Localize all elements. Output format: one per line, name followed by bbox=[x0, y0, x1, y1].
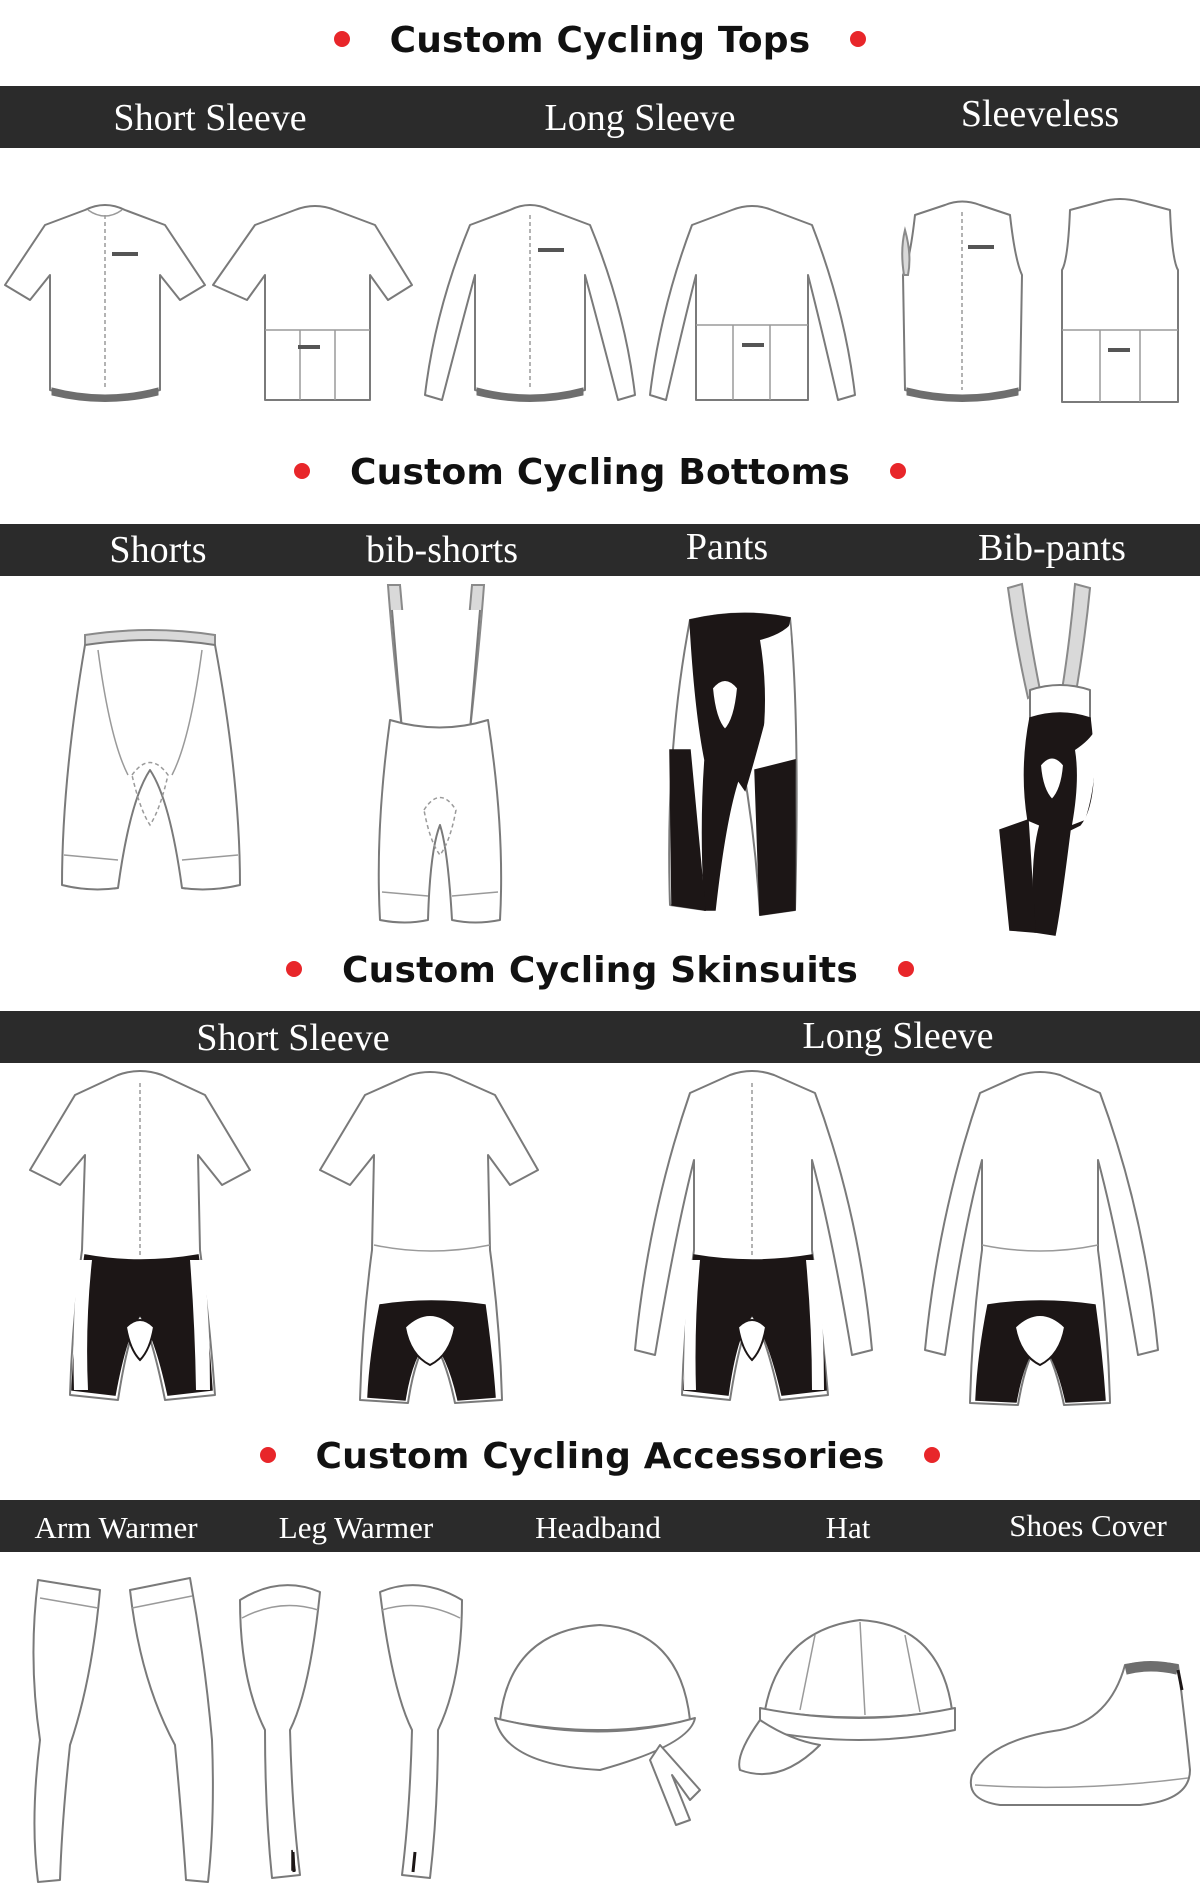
red-dot-bullet-icon bbox=[890, 463, 906, 479]
tab-shorts[interactable]: Shorts bbox=[109, 529, 207, 571]
tab-leg-warmer[interactable]: Leg Warmer bbox=[278, 1510, 434, 1545]
long-sleeve-skinsuit-back-image bbox=[925, 1072, 1158, 1405]
section-title-skinsuits bbox=[0, 950, 1200, 991]
tab-shoes-cover[interactable]: Shoes Cover bbox=[1009, 1508, 1167, 1543]
red-dot-bullet-icon bbox=[924, 1447, 940, 1463]
short-sleeve-skinsuit-front-image bbox=[30, 1071, 250, 1400]
section-title-skinsuits-text: Custom Cycling Skinsuits bbox=[342, 950, 858, 991]
leg-warmer-image bbox=[240, 1585, 462, 1878]
arm-warmer-image bbox=[33, 1578, 212, 1882]
tab-skinsuit-long-sleeve[interactable]: Long Sleeve bbox=[802, 1015, 994, 1057]
section-title-bottoms bbox=[0, 452, 1200, 493]
tab-bib-shorts[interactable]: bib-shorts bbox=[366, 529, 518, 571]
long-sleeve-jersey-front-image bbox=[425, 205, 635, 402]
bib-shorts-image bbox=[379, 585, 501, 923]
tab-hat[interactable]: Hat bbox=[825, 1510, 871, 1545]
category-bar-bottoms bbox=[0, 524, 1200, 576]
short-sleeve-jersey-back-image bbox=[213, 206, 412, 400]
cycling-shorts-image bbox=[62, 630, 240, 889]
cycling-hat-image bbox=[739, 1620, 955, 1774]
sleeveless-jersey-front-image bbox=[902, 202, 1022, 402]
cycling-pants-image bbox=[669, 613, 797, 915]
tab-headband[interactable]: Headband bbox=[535, 1510, 661, 1545]
red-dot-bullet-icon bbox=[850, 31, 866, 47]
headband-image bbox=[495, 1625, 700, 1825]
tab-short-sleeve[interactable]: Short Sleeve bbox=[113, 97, 307, 139]
red-dot-bullet-icon bbox=[334, 31, 350, 47]
category-bar-accessories bbox=[0, 1500, 1200, 1552]
tops-illustrations bbox=[0, 190, 1200, 420]
section-title-accessories bbox=[0, 1436, 1200, 1477]
section-title-tops bbox=[0, 20, 1200, 61]
tab-long-sleeve[interactable]: Long Sleeve bbox=[544, 97, 736, 139]
bottoms-illustrations bbox=[0, 580, 1200, 940]
red-dot-bullet-icon bbox=[294, 463, 310, 479]
tab-pants[interactable]: Pants bbox=[685, 526, 769, 568]
red-dot-bullet-icon bbox=[286, 961, 302, 977]
skinsuits-illustrations bbox=[0, 1065, 1200, 1415]
sleeveless-jersey-back-image bbox=[1062, 199, 1178, 402]
category-bar-skinsuits bbox=[0, 1011, 1200, 1063]
section-title-tops-text: Custom Cycling Tops bbox=[389, 20, 811, 61]
accessories-illustrations bbox=[0, 1570, 1200, 1900]
tab-sleeveless[interactable]: Sleeveless bbox=[960, 93, 1120, 135]
long-sleeve-skinsuit-front-image bbox=[635, 1071, 872, 1400]
long-sleeve-jersey-back-image bbox=[650, 206, 855, 400]
short-sleeve-jersey-front-image bbox=[5, 205, 205, 402]
section-title-accessories-text: Custom Cycling Accessories bbox=[315, 1436, 885, 1477]
tab-arm-warmer[interactable]: Arm Warmer bbox=[34, 1510, 198, 1545]
tab-bib-pants[interactable]: Bib-pants bbox=[978, 527, 1126, 569]
section-title-bottoms-text: Custom Cycling Bottoms bbox=[350, 452, 850, 493]
shoe-cover-image bbox=[971, 1662, 1190, 1806]
red-dot-bullet-icon bbox=[898, 961, 914, 977]
short-sleeve-skinsuit-back-image bbox=[320, 1072, 538, 1403]
tab-skinsuit-short-sleeve[interactable]: Short Sleeve bbox=[196, 1017, 390, 1059]
bib-pants-image bbox=[1000, 584, 1096, 935]
category-bar-tops bbox=[0, 86, 1200, 148]
red-dot-bullet-icon bbox=[260, 1447, 276, 1463]
